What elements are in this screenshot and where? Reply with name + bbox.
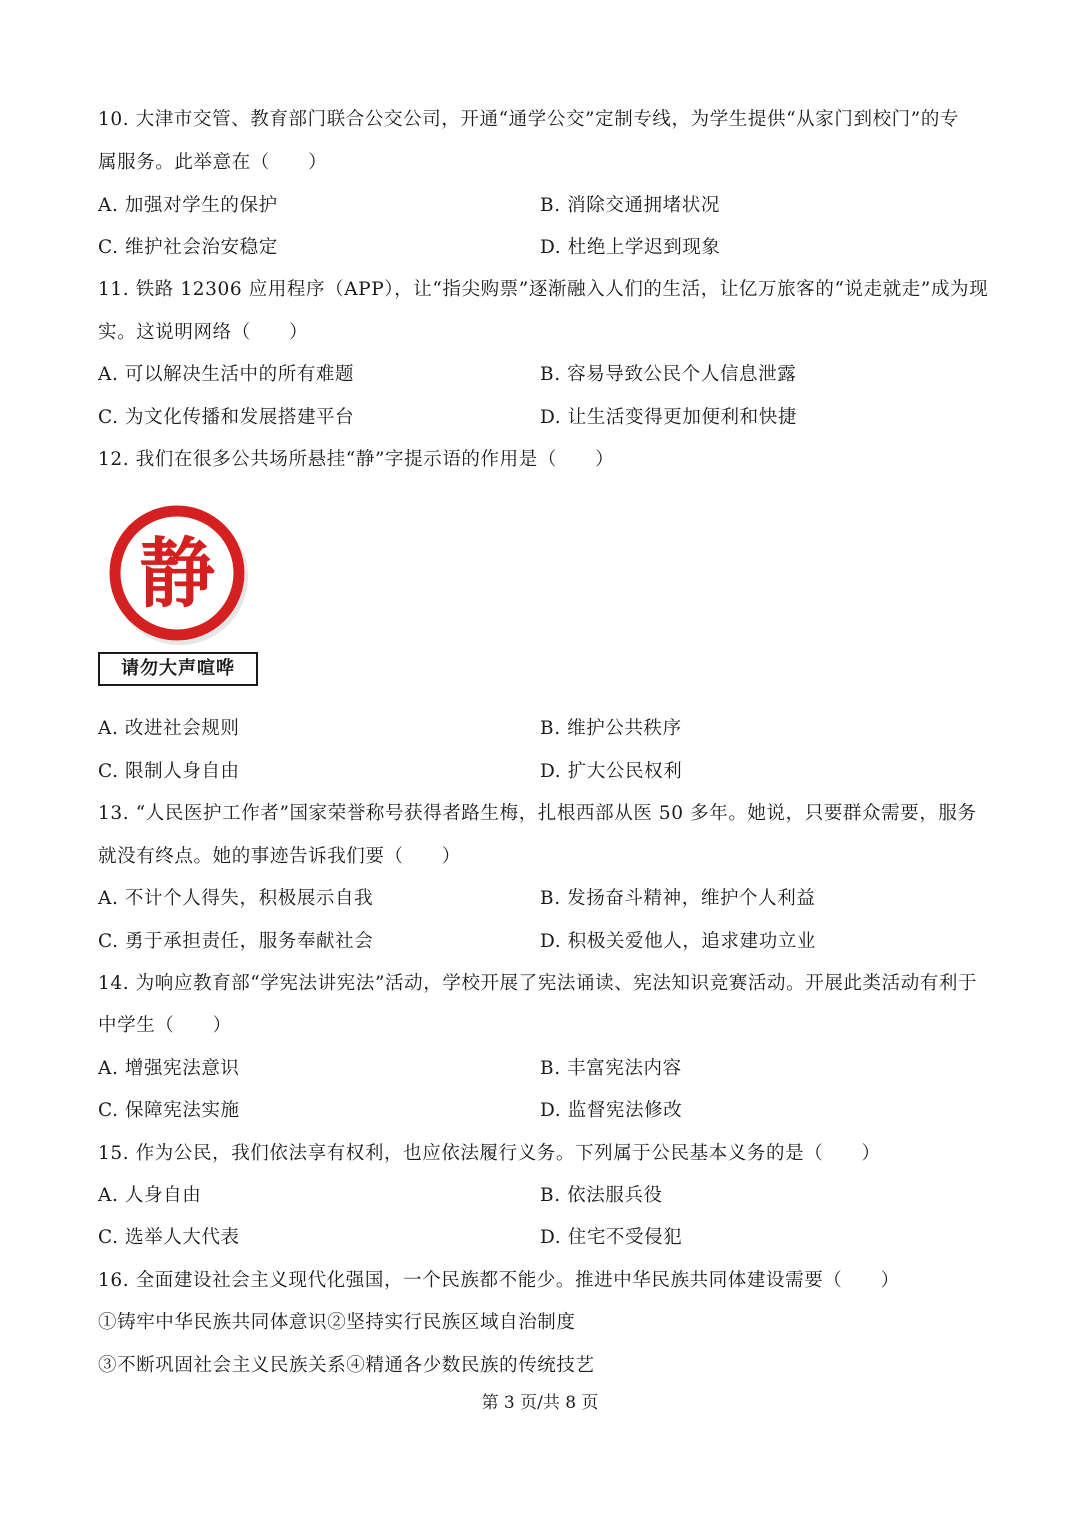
question-14-option-d: D. 监督宪法修改	[540, 1100, 683, 1121]
question-10-stem-line-1: 10. 大津市交管、教育部门联合公交公司，开通“通学公交”定制专线，为学生提供“从家门到校门”的专	[98, 109, 960, 130]
question-14-stem-line-1: 14. 为响应教育部“学宪法讲宪法”活动，学校开展了宪法诵读、宪法知识竞赛活动。开展此类活动有利于	[98, 973, 978, 994]
question-10-options-row-2	[98, 235, 998, 261]
question-16-statements-line-2: ③不断巩固社会主义民族关系④精通各少数民族的传统技艺	[98, 1355, 595, 1376]
question-13-stem-line-2: 就没有终点。她的事迹告诉我们要（ ）	[98, 846, 461, 867]
question-14-options-row-1	[98, 1056, 998, 1082]
question-13-option-d: D. 积极关爱他人，追求建功立业	[540, 931, 817, 952]
question-15-option-a: A. 人身自由	[98, 1185, 202, 1206]
question-13-option-c: C. 勇于承担责任，服务奉献社会	[98, 931, 374, 952]
question-10-option-c: C. 维护社会治安稳定	[98, 237, 278, 258]
question-13-options-row-1	[98, 886, 998, 912]
question-14-option-c: C. 保障宪法实施	[98, 1100, 240, 1121]
question-15-options-row-2	[98, 1225, 998, 1251]
question-12-options-row-2	[98, 759, 998, 785]
question-15-option-c: C. 选举人大代表	[98, 1227, 240, 1248]
question-11-option-b: B. 容易导致公民个人信息泄露	[540, 364, 797, 385]
question-15-option-b: B. 依法服兵役	[540, 1185, 663, 1206]
question-11-options-row-2	[98, 405, 998, 431]
question-12-option-b: B. 维护公共秩序	[540, 718, 682, 739]
question-11-option-c: C. 为文化传播和发展搭建平台	[98, 407, 355, 428]
question-11-options-row-1	[98, 362, 998, 388]
question-16-statements-line-1: ①铸牢中华民族共同体意识②坚持实行民族区域自治制度	[98, 1312, 576, 1333]
question-11-option-d: D. 让生活变得更加便利和快捷	[540, 407, 797, 428]
question-15-options-row-1	[98, 1183, 998, 1209]
question-10-option-b: B. 消除交通拥堵状况	[540, 195, 720, 216]
question-10-option-d: D. 杜绝上学迟到现象	[540, 237, 721, 258]
sign-label-box: 请勿大声喧哗	[98, 652, 258, 686]
question-11-stem-line-2: 实。这说明网络（ ）	[98, 322, 309, 343]
question-10-stem-line-2: 属服务。此举意在（ ）	[98, 152, 328, 173]
question-13-stem-line-1: 13. “人民医护工作者”国家荣誉称号获得者路生梅，扎根西部从医 50 多年。她说，只要群众需要，服务	[98, 803, 977, 824]
question-13-options-row-2	[98, 929, 998, 955]
question-10-option-a: A. 加强对学生的保护	[98, 195, 278, 216]
question-14-options-row-2	[98, 1098, 998, 1124]
question-11-stem-line-1: 11. 铁路 12306 应用程序（APP），让“指尖购票”逐渐融入人们的生活，让亿万旅客的“说走就走”成为现	[98, 279, 989, 300]
sign-character: 静	[139, 529, 215, 618]
question-15-stem-line-1: 15. 作为公民，我们依法享有权利，也应依法履行义务。下列属于公民基本义务的是（ ）	[98, 1143, 881, 1164]
question-13-option-b: B. 发扬奋斗精神，维护个人利益	[540, 888, 816, 909]
question-12-option-c: C. 限制人身自由	[98, 761, 240, 782]
question-10-options-row-1	[98, 193, 998, 219]
question-14-stem-line-2: 中学生（ ）	[98, 1015, 232, 1036]
question-12-stem-line-1: 12. 我们在很多公共场所悬挂“静”字提示语的作用是（ ）	[98, 449, 615, 470]
question-14-option-b: B. 丰富宪法内容	[540, 1058, 682, 1079]
question-14-option-a: A. 增强宪法意识	[98, 1058, 240, 1079]
quiet-sign-image	[104, 500, 250, 646]
question-13-option-a: A. 不计个人得失，积极展示自我	[98, 888, 374, 909]
question-11-option-a: A. 可以解决生活中的所有难题	[98, 364, 355, 385]
question-15-option-d: D. 住宅不受侵犯	[540, 1227, 683, 1248]
question-12-option-d: D. 扩大公民权利	[540, 761, 683, 782]
question-16-stem-line-1: 16. 全面建设社会主义现代化强国，一个民族都不能少。推进中华民族共同体建设需要（ ）	[98, 1270, 900, 1291]
page-number-footer: 第 3 页/共 8 页	[481, 1393, 599, 1413]
question-12-option-a: A. 改进社会规则	[98, 718, 240, 739]
question-12-options-row-1	[98, 716, 998, 742]
